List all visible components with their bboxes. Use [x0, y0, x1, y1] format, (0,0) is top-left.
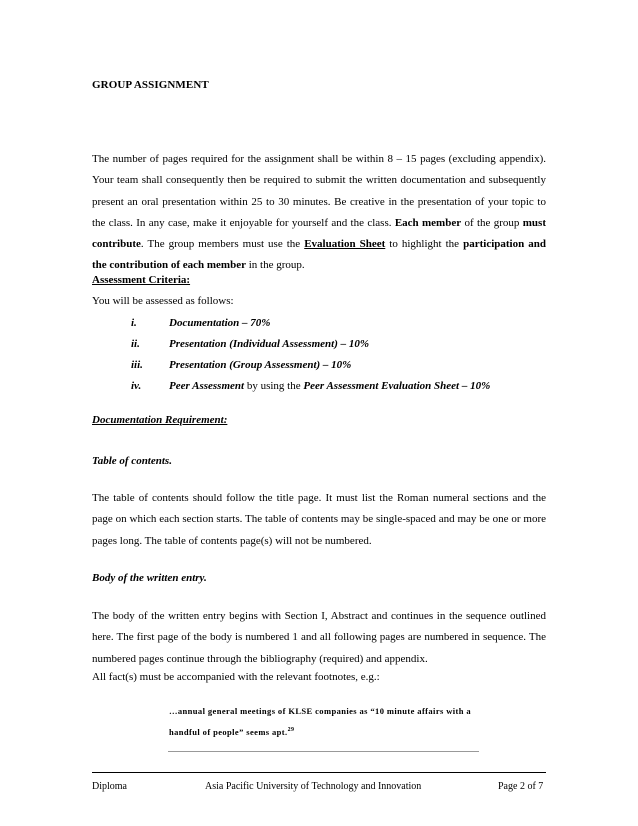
intro-text-3: . The group members must use the [140, 238, 305, 251]
assessment-heading: Assessment Criteria: [92, 274, 191, 286]
each-member-text: Each member [394, 216, 462, 229]
intro-text-4: to highlight the [385, 238, 464, 251]
body-heading: Body of the written entry. [92, 572, 207, 584]
criteria-num-3: iii. [131, 359, 143, 371]
quote-line-2 [169, 727, 294, 737]
facts-text: All fact(s) must be accompanied with the relevant footnotes, e.g.: [92, 671, 380, 683]
intro-text-2: of the group [461, 216, 523, 229]
quote-line-2-text: handful of people” seems apt. [169, 727, 288, 737]
criteria-num-2: ii. [131, 338, 140, 350]
quote-line-1: …annual general meetings of KLSE companies as “10 minute affairs with a [169, 706, 472, 716]
must-contribute-text: must contribute [92, 216, 546, 251]
body-paragraph: The body of the written entry begins with Section I, Abstract and continues in the sequence outlined here. The first page of the body is numbered 1 and all following pages are numbered in sequence. The numbered pages continue through the bibliography (required) and appendix. [92, 610, 546, 665]
criteria-text-4a: Peer Assessment [169, 380, 245, 392]
doc-req-heading: Documentation Requirement: [92, 414, 228, 426]
criteria-text-4c: Peer Assessment Evaluation Sheet – 10% [303, 380, 491, 392]
footnote-marker: 29 [287, 727, 295, 733]
participation-text: participation and the contribution of each member [92, 238, 546, 272]
criteria-text-4 [169, 380, 490, 392]
footer-rule [92, 772, 546, 773]
toc-paragraph: The table of contents should follow the title page. It must list the Roman numeral sections and the page on which each section starts. The table of contents may be single-spaced and may be one or more pages long. The table of contents page(s) will not be numbered. [92, 492, 546, 547]
footer-page-number: Page 2 of 7 [498, 781, 544, 792]
toc-heading: Table of contents. [92, 455, 172, 467]
page-title: GROUP ASSIGNMENT [92, 79, 209, 91]
footnote-divider [168, 751, 479, 752]
footer-center: Asia Pacific University of Technology and Innovation [205, 781, 422, 792]
intro-paragraph [92, 149, 546, 277]
criteria-text-3: Presentation (Group Assessment) – 10% [169, 359, 352, 371]
criteria-num-4: iv. [131, 380, 142, 392]
evaluation-sheet-text: Evaluation Sheet [304, 238, 386, 251]
footer-left: Diploma [92, 781, 127, 792]
intro-text-1: The number of pages required for the assignment shall be within 8 – 15 pages (excluding appendix). Your team shall consequently then be required to submit the written documentation and subsequently present an oral presentation within 25 to 30 minutes. Be creative in the presentation of your topic to the class. In any case, make it enjoyable for yourself and the class. [92, 153, 546, 229]
criteria-num-1: i. [131, 317, 137, 329]
assessment-subtitle: You will be assessed as follows: [92, 295, 234, 307]
intro-text-5: in the group. [245, 259, 305, 272]
criteria-text-4b: by using the [244, 380, 304, 392]
criteria-text-2: Presentation (Individual Assessment) – 10% [169, 338, 370, 350]
criteria-text-1: Documentation – 70% [169, 317, 271, 329]
